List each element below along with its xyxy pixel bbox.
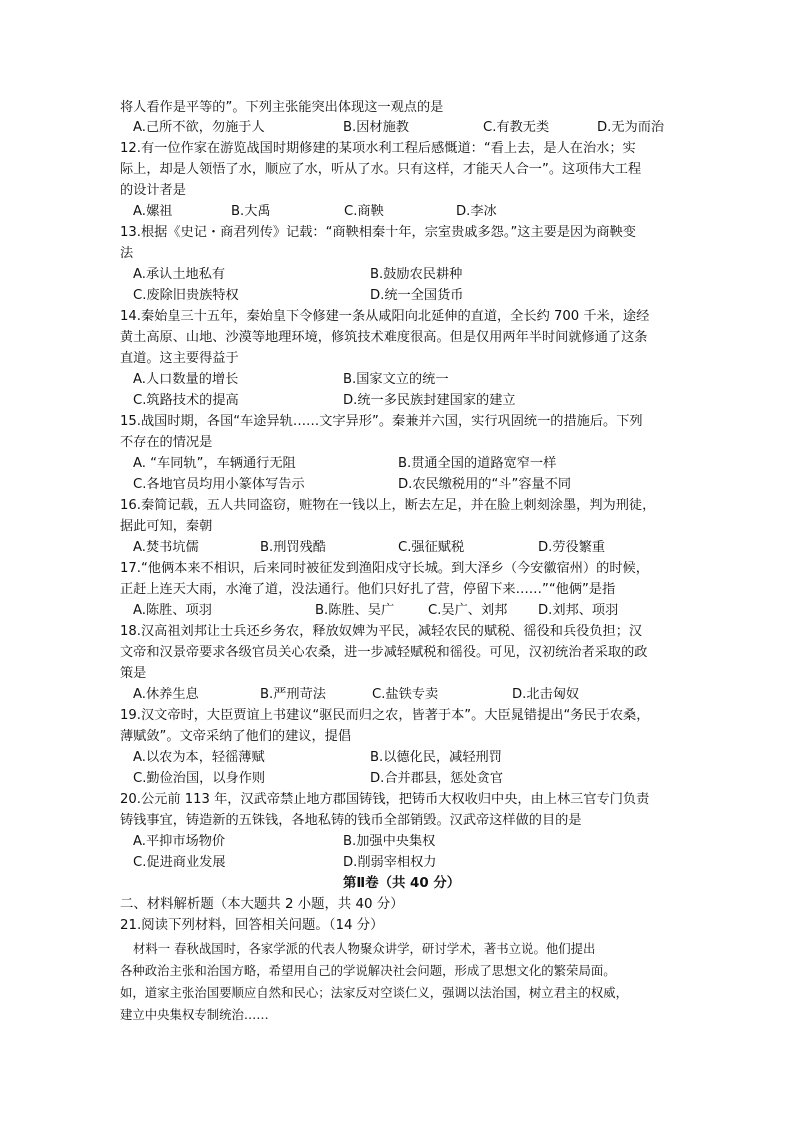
q16-stem-line: 据此可知，秦朝 <box>120 519 213 534</box>
q12-option-c: C.商鞅 <box>344 204 384 219</box>
q13-stem-line: 法 <box>120 246 134 261</box>
q11-option-c: C.有教无类 <box>483 120 550 135</box>
q17-option-b: B.陈胜、吴广 <box>315 603 395 618</box>
q16-option-c: C.强征赋税 <box>398 540 465 555</box>
q14-stem-line: 14.秦始皇三十五年，秦始皇下令修建一条从咸阳向北延伸的直道，全长约 700 千米，途经 <box>120 309 650 324</box>
q16-option-d: D.劳役繁重 <box>538 540 606 555</box>
q18-stem-line: 文帝和汉景帝要求各级官员关心农桑，进一步减轻赋税和徭役。可见，汉初统治者采取的政 <box>120 645 648 660</box>
material-line: 材料一 春秋战国时，各家学派的代表人物聚众讲学，研讨学术，著书立说。他们提出 <box>133 941 596 956</box>
q11-option-a: A.己所不欲，勿施于人 <box>133 120 265 135</box>
q13-option-a: A.承认土地私有 <box>133 267 226 282</box>
q15-option-d: D.农民缴税用的“斗”容量不同 <box>398 477 572 492</box>
q20-option-b: B.加强中央集权 <box>343 834 436 849</box>
q15-option-b: B.贯通全国的道路宽窄一样 <box>398 456 557 471</box>
q21-prompt: 21.阅读下列材料，回答相关问题。（14 分） <box>120 918 384 933</box>
q17-option-a: A.陈胜、项羽 <box>133 603 212 618</box>
q18-option-a: A.休养生息 <box>133 687 199 702</box>
q19-option-c: C.勤俭治国，以身作则 <box>133 771 266 786</box>
q17-stem-line: 正赶上连天大雨，水淹了道，没法通行。他们只好扎了营，停留下来……”“他俩”是指 <box>120 582 616 597</box>
q11-option-b: B.因材施教 <box>343 120 409 135</box>
q11-option-d: D.无为而治 <box>597 120 665 135</box>
q12-stem-line: 12.有一位作家在游览战国时期修建的某项水利工程后感慨道：“看上去，是人在治水；实 <box>120 141 636 156</box>
volume-title: 第Ⅱ卷（共 40 分） <box>343 876 461 891</box>
q12-option-a: A.嫘祖 <box>133 204 173 219</box>
q20-stem-line: 铸钱事宜，铸造新的五铢钱，各地私铸的钱币全部销毁。汉武帝这样做的目的是 <box>120 813 582 828</box>
q14-option-c: C.筑路技术的提高 <box>133 393 239 408</box>
q12-stem-line: 的设计者是 <box>120 183 186 198</box>
q16-stem-line: 16.秦简记载，五人共同盗窃，赃物在一钱以上，断去左足，并在脸上刺刻涂墨，判为刑徒， <box>120 498 656 513</box>
q20-stem-line: 20.公元前 113 年，汉武帝禁止地方郡国铸钱，把铸币大权收归中央，由上林三官专门负责 <box>120 792 650 807</box>
q13-stem-line: 13.根据《史记・商君列传》记载：“商鞅相秦十年，宗室贵戚多怨。”这主要是因为商鞅变 <box>120 225 636 240</box>
q17-stem-line: 17.“他俩本来不相识，后来同时被征发到渔阳戍守长城。到大泽乡（今安徽宿州）的时候， <box>120 561 649 576</box>
q16-option-b: B.刑罚残酷 <box>260 540 326 555</box>
q18-option-d: D.北击匈奴 <box>512 687 580 702</box>
q20-option-c: C.促进商业发展 <box>133 855 226 870</box>
q18-option-b: B.严刑苛法 <box>260 687 326 702</box>
q18-stem-line: 18.汉高祖刘邦让士兵还乡务农，释放奴婢为平民，减轻农民的赋税、徭役和兵役负担；汉 <box>120 624 643 639</box>
material-line: 如，道家主张治国要顺应自然和民心；法家反对空谈仁义，强调以法治国，树立君主的权威， <box>120 985 629 1000</box>
q15-option-a: A. “车同轨”，车辆通行无阻 <box>133 456 296 471</box>
q15-stem-line: 不存在的情况是 <box>120 435 213 450</box>
section-heading: 二、材料解析题（本大题共 2 小题，共 40 分） <box>120 897 404 912</box>
q19-stem-line: 19.汉文帝时，大臣贾谊上书建议“驱民而归之农，皆著于本”。大臣晁错提出“务民于农桑， <box>120 708 650 723</box>
q19-option-a: A.以农为本，轻徭薄赋 <box>133 750 265 765</box>
q14-option-d: D.统一多民族封建国家的建立 <box>343 393 516 408</box>
q17-option-d: D.刘邦、项羽 <box>538 603 619 618</box>
q15-stem-line: 15.战国时期，各国“车途异轨……文字异形”。秦兼并六国，实行巩固统一的措施后。下列 <box>120 414 643 429</box>
q19-stem-line: 薄赋敛”。文帝采纳了他们的建议，提倡 <box>120 729 352 744</box>
q14-stem-line: 黄土高原、山地、沙漠等地理环境，修筑技术难度很高。但是仅用两年半时间就修通了这条 <box>120 330 648 345</box>
material-line: 各种政治主张和治国方略，希望用自己的学说解决社会问题，形成了思想文化的繁荣局面。 <box>120 963 616 978</box>
q20-option-a: A.平抑市场物价 <box>133 834 226 849</box>
q15-option-c: C.各地官员均用小篆体写告示 <box>133 477 305 492</box>
q19-option-d: D.合并郡县，惩处贪官 <box>370 771 504 786</box>
q13-option-b: B.鼓励农民耕种 <box>370 267 463 282</box>
q12-option-b: B.大禹 <box>231 204 271 219</box>
q17-option-c: C.吴广、刘邦 <box>428 603 508 618</box>
material-line: 建立中央集权专制统治…… <box>120 1007 269 1022</box>
q18-stem-line: 策是 <box>120 666 147 681</box>
q14-stem-line: 直道。这主要得益于 <box>120 351 239 366</box>
q19-option-b: B.以德化民，减轻刑罚 <box>370 750 502 765</box>
q14-option-a: A.人口数量的增长 <box>133 372 239 387</box>
q12-option-d: D.李冰 <box>456 204 497 219</box>
q13-option-d: D.统一全国货币 <box>370 288 464 303</box>
q20-option-d: D.削弱宰相权力 <box>343 855 437 870</box>
q16-option-a: A.焚书坑儒 <box>133 540 199 555</box>
q18-option-c: C.盐铁专卖 <box>372 687 439 702</box>
q12-stem-line: 际上，却是人领悟了水，顺应了水，听从了水。只有这样，才能天人合一”。这项伟大工程 <box>120 162 642 177</box>
q11-stem-line: 将人看作是平等的”。下列主张能突出体现这一观点的是 <box>120 100 444 115</box>
q14-option-b: B.国家文立的统一 <box>343 372 449 387</box>
q13-option-c: C.废除旧贵族特权 <box>133 288 239 303</box>
